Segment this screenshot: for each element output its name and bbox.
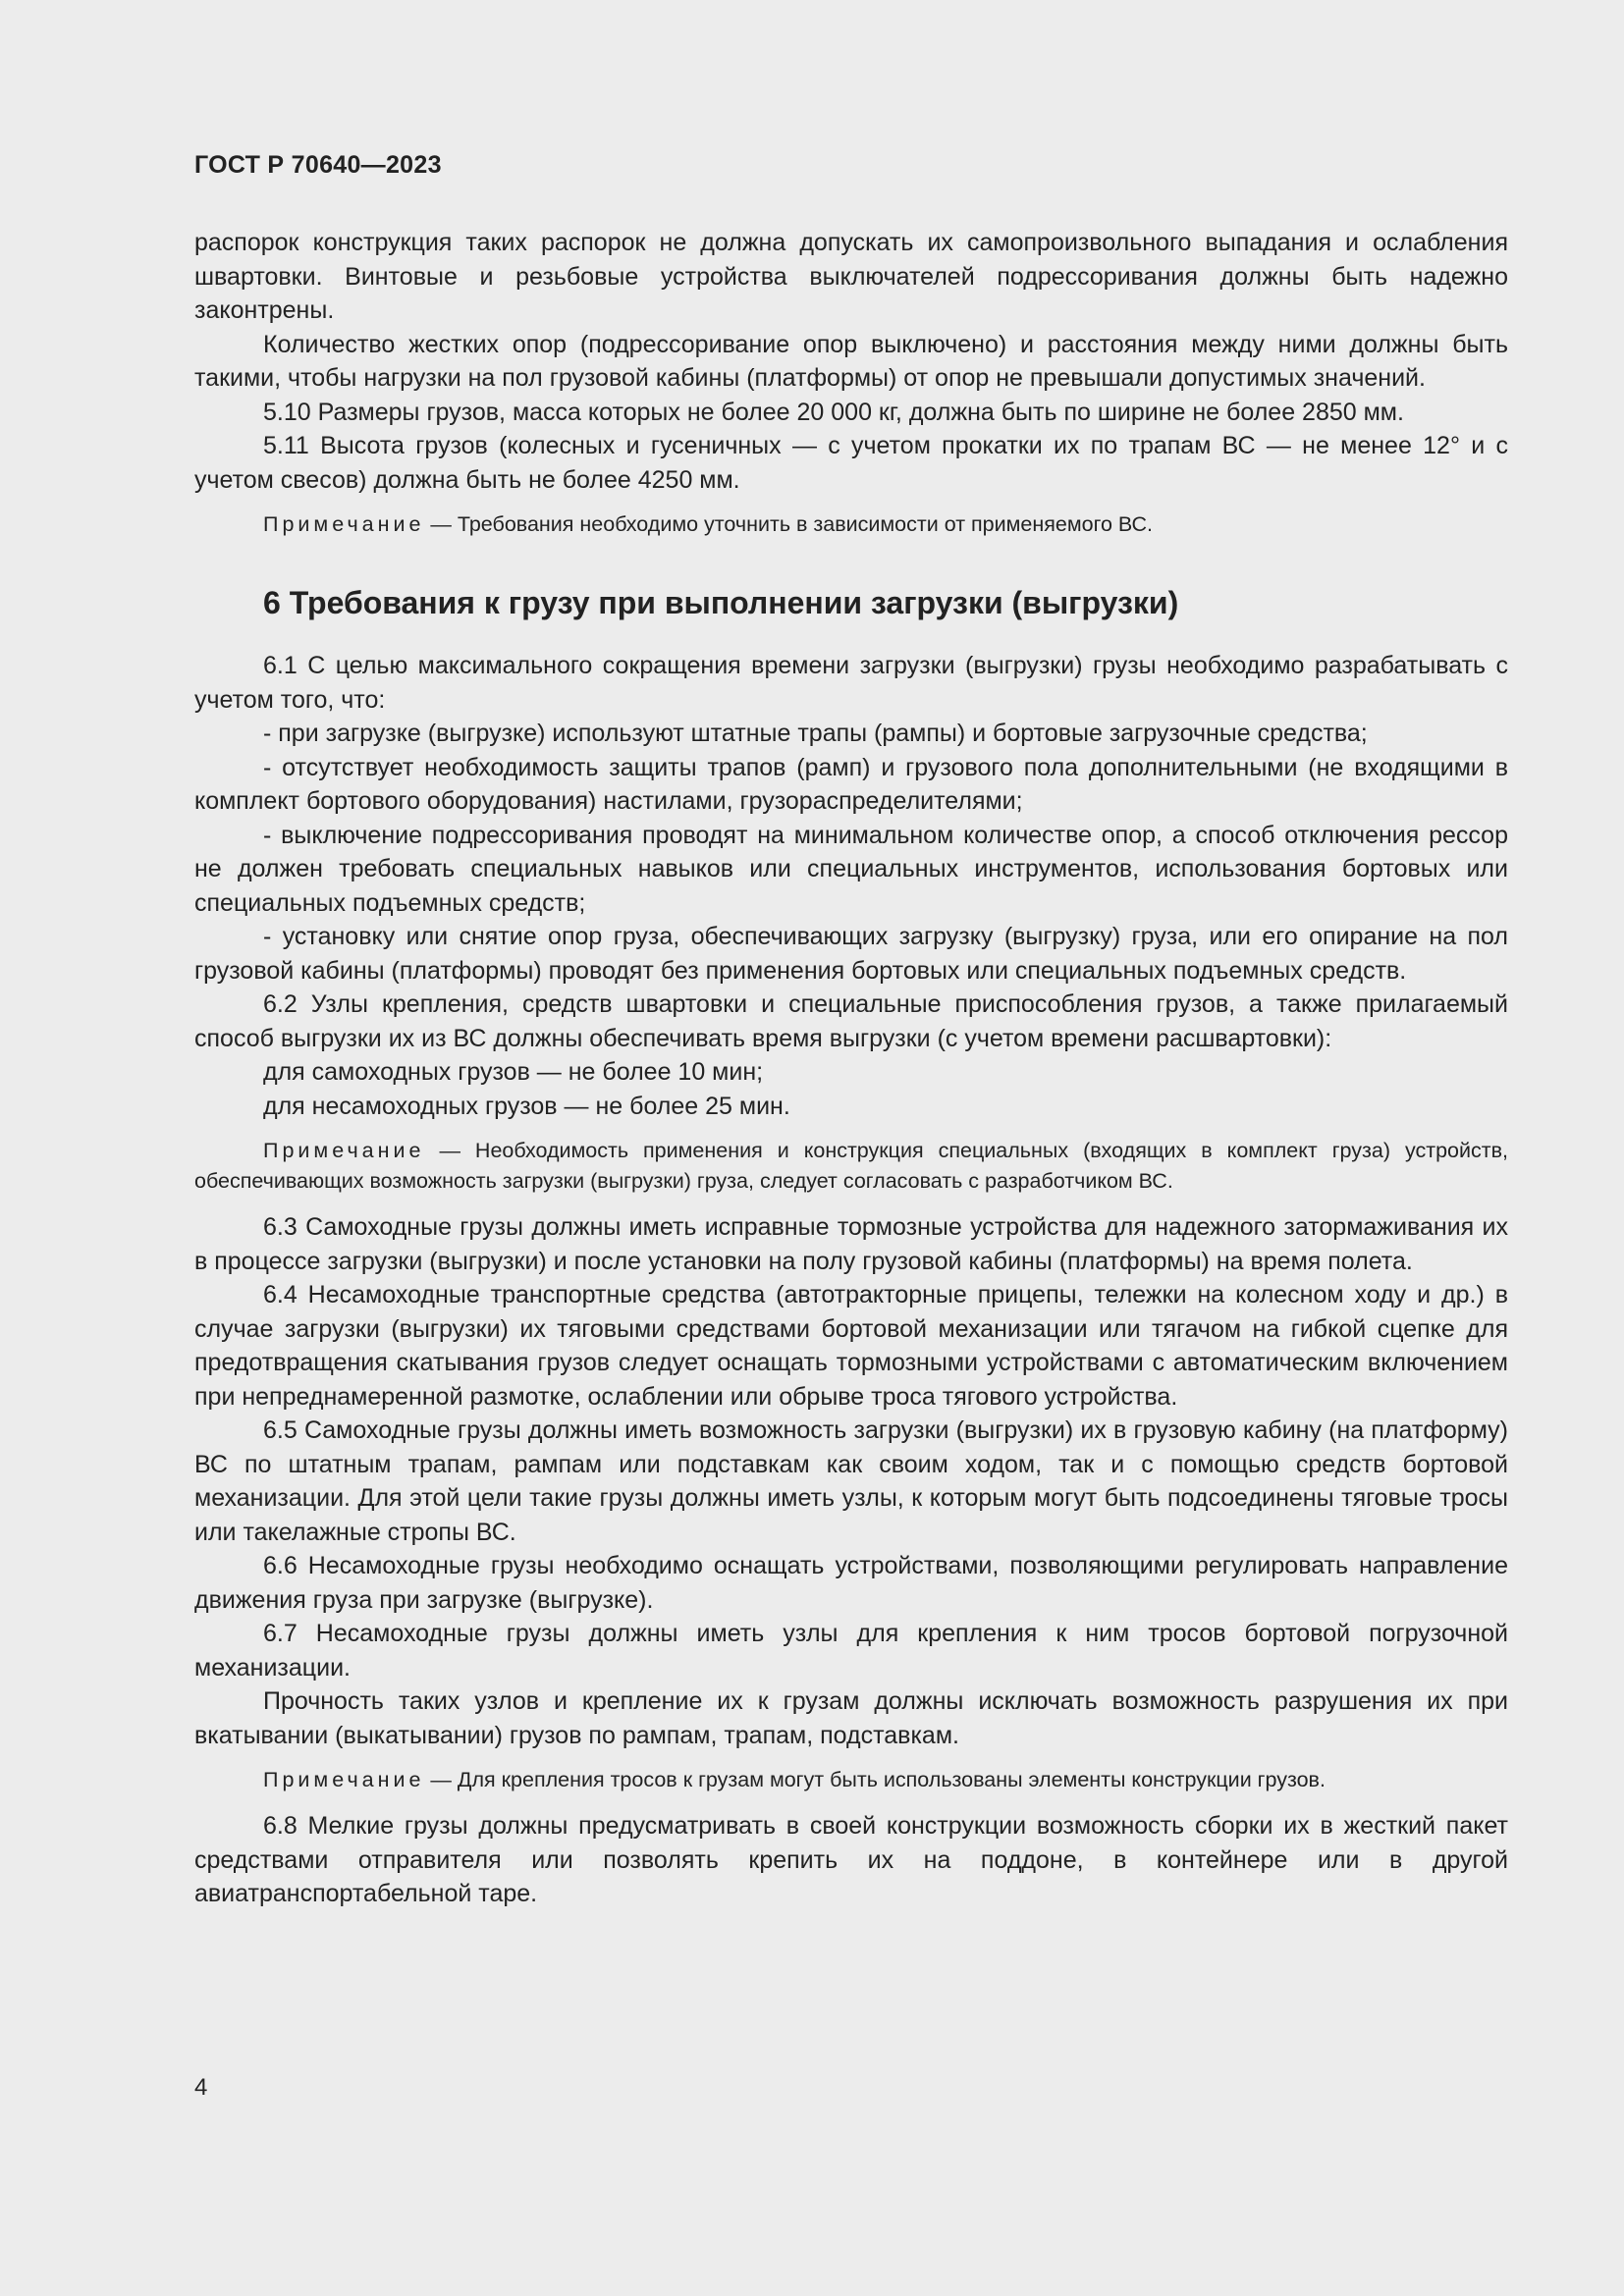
clause-6-3: 6.3 Самоходные грузы должны иметь исправные тормозные устройства для надежного затормаживания их в процессе загрузки (выгрузки) и после установки на полу грузовой кабины (платформы) на время полета.	[194, 1213, 1508, 1275]
page-number: 4	[194, 2074, 208, 2101]
clause-5-10: 5.10 Размеры грузов, масса которых не более 20 000 кг, должна быть по ширине не более 2850 мм.	[263, 398, 1404, 426]
note-3	[194, 1765, 1508, 1795]
list-item: - отсутствует необходимость защиты трапов (рамп) и грузового пола дополнительными (не входящими в комплект бортового оборудования) настилами, грузораспределителями;	[194, 753, 1508, 815]
clause-6-2: 6.2 Узлы крепления, средств швартовки и специальные приспособления грузов, а также прилагаемый способ выгрузки их из ВС должны обеспечивать время выгрузки (с учетом времени расшвартовки):	[194, 990, 1508, 1052]
list-item: для самоходных грузов — не более 10 мин;	[263, 1058, 764, 1086]
note-text: — Требования необходимо уточнить в зависимости от применяемого ВС.	[424, 512, 1154, 536]
list-item: для несамоходных грузов — не более 25 мин.	[263, 1092, 790, 1120]
clause-6-4: 6.4 Несамоходные транспортные средства (автотракторные прицепы, тележки на колесном ходу и др.) в случае загрузки (выгрузки) их тяговыми средствами бортовой механизации или тягачом на гибкой сцепке для предотвращения скатывания грузов следует оснащать тормозными устройствами с автоматическим включением при непреднамеренной размотке, ослаблении или обрыве троса тягового устройства.	[194, 1281, 1508, 1411]
clause-5-11: 5.11 Высота грузов (колесных и гусеничных — с учетом прокатки их по трапам ВС — не менее 12° и с учетом свесов) должна быть не более 4250 мм.	[194, 432, 1508, 494]
note-label: Примечание	[263, 1768, 425, 1791]
note-label: Примечание	[263, 1139, 425, 1162]
document-page	[194, 147, 1508, 1911]
clause-6-6: 6.6 Несамоходные грузы необходимо оснащать устройствами, позволяющими регулировать направление движения груза при загрузке (выгрузке).	[194, 1552, 1508, 1614]
document-code-header: ГОСТ Р 70640—2023	[194, 151, 442, 179]
clause-6-1: 6.1 С целью максимального сокращения времени загрузки (выгрузки) грузы необходимо разрабатывать с учетом того, что:	[194, 652, 1508, 714]
note-label: Примечание	[263, 512, 425, 536]
list-item: - установку или снятие опор груза, обеспечивающих загрузку (выгрузку) груза, или его опирание на пол грузовой кабины (платформы) проводят без применения бортовых или специальных подъемных средств.	[194, 923, 1508, 985]
paragraph-rigid-supports: Количество жестких опор (подрессоривание опор выключено) и расстояния между ними должны быть такими, чтобы нагрузки на пол грузовой кабины (платформы) от опор не превышали допустимых значений.	[194, 330, 1508, 392]
note-2	[194, 1136, 1508, 1197]
section-6-heading: 6 Требования к грузу при выполнении загрузки (выгрузки)	[263, 585, 1179, 620]
clause-6-5: 6.5 Самоходные грузы должны иметь возможность загрузки (выгрузки) их в грузовую кабину (на платформу) ВС по штатным трапам, рампам или подставкам как своим ходом, так и с помощью средств бортовой механизации. Для этой цели такие грузы должны иметь узлы, к которым могут быть подсоединены тяговые тросы или такелажные стропы ВС.	[194, 1416, 1508, 1546]
note-text: — Для крепления тросов к грузам могут быть использованы элементы конструкции грузов.	[424, 1768, 1326, 1791]
note-1	[194, 509, 1508, 540]
note-text: — Необходимость применения и конструкция специальных (входящих в комплект груза) устройств, обеспечивающих возможность загрузки (выгрузки) груза, следует согласовать с разработчиком ВС.	[194, 1139, 1508, 1193]
clause-6-8: 6.8 Мелкие грузы должны предусматривать в своей конструкции возможность сборки их в жесткий пакет средствами отправителя или позволять крепить их на поддоне, в контейнере или в другой авиатранспортабельной таре.	[194, 1812, 1508, 1907]
clause-6-7: 6.7 Несамоходные грузы должны иметь узлы для крепления к ним тросов бортовой погрузочной механизации.	[194, 1620, 1508, 1682]
list-item: - при загрузке (выгрузке) используют штатные трапы (рампы) и бортовые загрузочные средства;	[263, 720, 1368, 747]
paragraph-continuation: распорок конструкция таких распорок не должна допускать их самопроизвольного выпадания и ослабления швартовки. Винтовые и резьбовые устройства выключателей подрессоривания должны быть надежно законтрены.	[194, 229, 1508, 324]
list-item: - выключение подрессоривания проводят на минимальном количестве опор, а способ отключения рессор не должен требовать специальных навыков или специальных инструментов, использования бортовых или специальных подъемных средств;	[194, 821, 1508, 917]
paragraph-strength: Прочность таких узлов и крепление их к грузам должны исключать возможность разрушения их при вкатывании (выкатывании) грузов по рампам, трапам, подставкам.	[194, 1687, 1508, 1749]
